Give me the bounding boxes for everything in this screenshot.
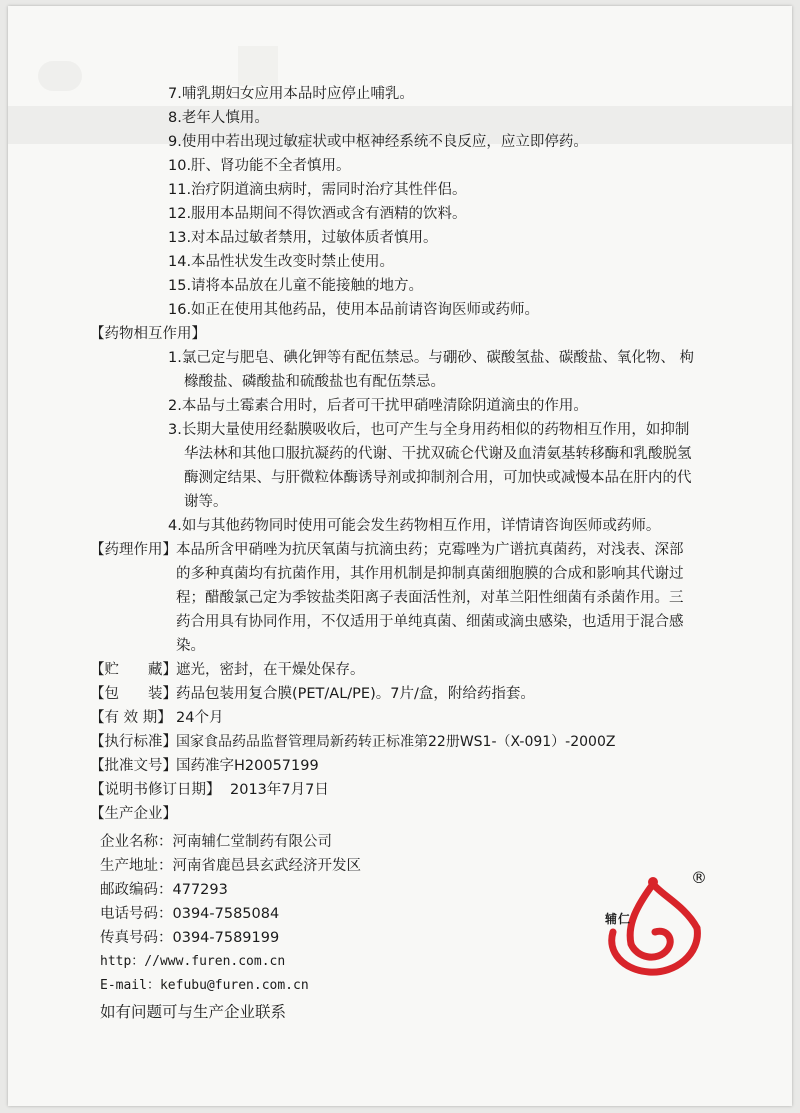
show-through-mark [38,61,82,91]
precaution-item: 14.本品性状发生改变时禁止使用。 [168,254,395,270]
field-label-approval: 【批准文号】 [90,758,177,774]
precaution-item: 15.请将本品放在儿童不能接触的地方。 [168,278,424,294]
company-address: 生产地址：河南省鹿邑县玄武经济开发区 [100,858,361,874]
interaction-item-line: 谢等。 [184,494,228,510]
logo-text: 辅仁 [605,912,632,926]
field-value-storage: 遮光，密封，在干燥处保存。 [176,662,365,678]
section-label-interaction: 【药物相互作用】 [90,326,206,342]
interaction-item-line: 3.长期大量使用经黏膜吸收后，也可产生与全身用药相似的药物相互作用，如抑制 [168,422,690,438]
contact-note: 如有问题可与生产企业联系 [100,1003,287,1021]
field-label-packaging: 【包 装】 [90,686,177,702]
field-value-validity: 24个月 [176,710,224,726]
company-website: http：//www.furen.com.cn [100,954,286,969]
field-label-standard: 【执行标准】 [90,734,177,750]
field-value-revision-date: 2013年7月7日 [230,782,329,798]
pharmacology-line: 程；醋酸氯己定为季铵盐类阳离子表面活性剂，对革兰阳性细菌有杀菌作用。三 [176,590,684,606]
interaction-item-line: 橼酸盐、磷酸盐和硫酸盐也有配伍禁忌。 [184,374,445,390]
company-email: E-mail：kefubu@furen.com.cn [100,978,309,993]
field-label-revision-date: 【说明书修订日期】 [90,782,221,798]
company-name: 企业名称：河南辅仁堂制药有限公司 [100,834,332,850]
field-label-validity: 【有 效 期】 [90,710,172,726]
field-label-storage: 【贮 藏】 [90,662,177,678]
precaution-item: 7.哺乳期妇女应用本品时应停止哺乳。 [168,86,414,102]
interaction-item-line: 2.本品与土霉素合用时，后者可干扰甲硝唑清除阴道滴虫的作用。 [168,398,588,414]
pharmacology-line: 药合用具有协同作用，不仅适用于单纯真菌、细菌或滴虫感染，也适用于混合感 [176,614,684,630]
section-label-pharmacology: 【药理作用】 [90,542,177,558]
interaction-item-line: 1.氯己定与肥皂、碘化钾等有配伍禁忌。与硼砂、碳酸氢盐、碳酸盐、氧化物、 枸 [168,350,694,366]
field-value-standard: 国家食品药品监督管理局新药转正标准第22册WS1-（X-091）-2000Z [176,734,616,750]
pharmacology-line: 染。 [176,638,205,654]
precaution-item: 16.如正在使用其他药品，使用本品前请咨询医师或药师。 [168,302,540,318]
interaction-item-line: 华法林和其他口服抗凝药的代谢、干扰双硫仑代谢及血清氨基转移酶和乳酸脱氢 [184,446,692,462]
precaution-item: 8.老年人慎用。 [168,110,269,126]
leaflet-page [8,6,792,1106]
company-fax: 传真号码：0394-7589199 [100,930,280,946]
field-label-manufacturer: 【生产企业】 [90,806,177,822]
registered-mark: ® [691,868,707,887]
precaution-item: 10.肝、肾功能不全者慎用。 [168,158,351,174]
pharmacology-line: 本品所含甲硝唑为抗厌氧菌与抗滴虫药；克霉唑为广谱抗真菌药，对浅表、深部 [176,542,684,558]
precaution-item: 11.治疗阴道滴虫病时，需同时治疗其性伴侣。 [168,182,467,198]
company-postcode: 邮政编码：477293 [100,882,228,898]
company-phone: 电话号码：0394-7585084 [100,906,280,922]
precaution-item: 12.服用本品期间不得饮酒或含有酒精的饮料。 [168,206,467,222]
interaction-item-line: 酶测定结果、与肝微粒体酶诱导剂或抑制剂合用，可加快或减慢本品在肝内的代 [184,470,692,486]
pharmacology-line: 的多种真菌均有抗菌作用，其作用机制是抑制真菌细胞膜的合成和影响其代谢过 [176,566,684,582]
field-value-approval: 国药准字H20057199 [176,758,319,774]
precaution-item: 9.使用中若出现过敏症状或中枢神经系统不良反应，应立即停药。 [168,134,588,150]
interaction-item-line: 4.如与其他药物同时使用可能会发生药物相互作用，详情请咨询医师或药师。 [168,518,661,534]
field-value-packaging: 药品包装用复合膜(PET/AL/PE)。7片/盒，附给药指套。 [176,686,535,702]
show-through-mark [238,46,278,86]
precaution-item: 13.对本品过敏者禁用，过敏体质者慎用。 [168,230,438,246]
furen-logo [593,866,713,986]
